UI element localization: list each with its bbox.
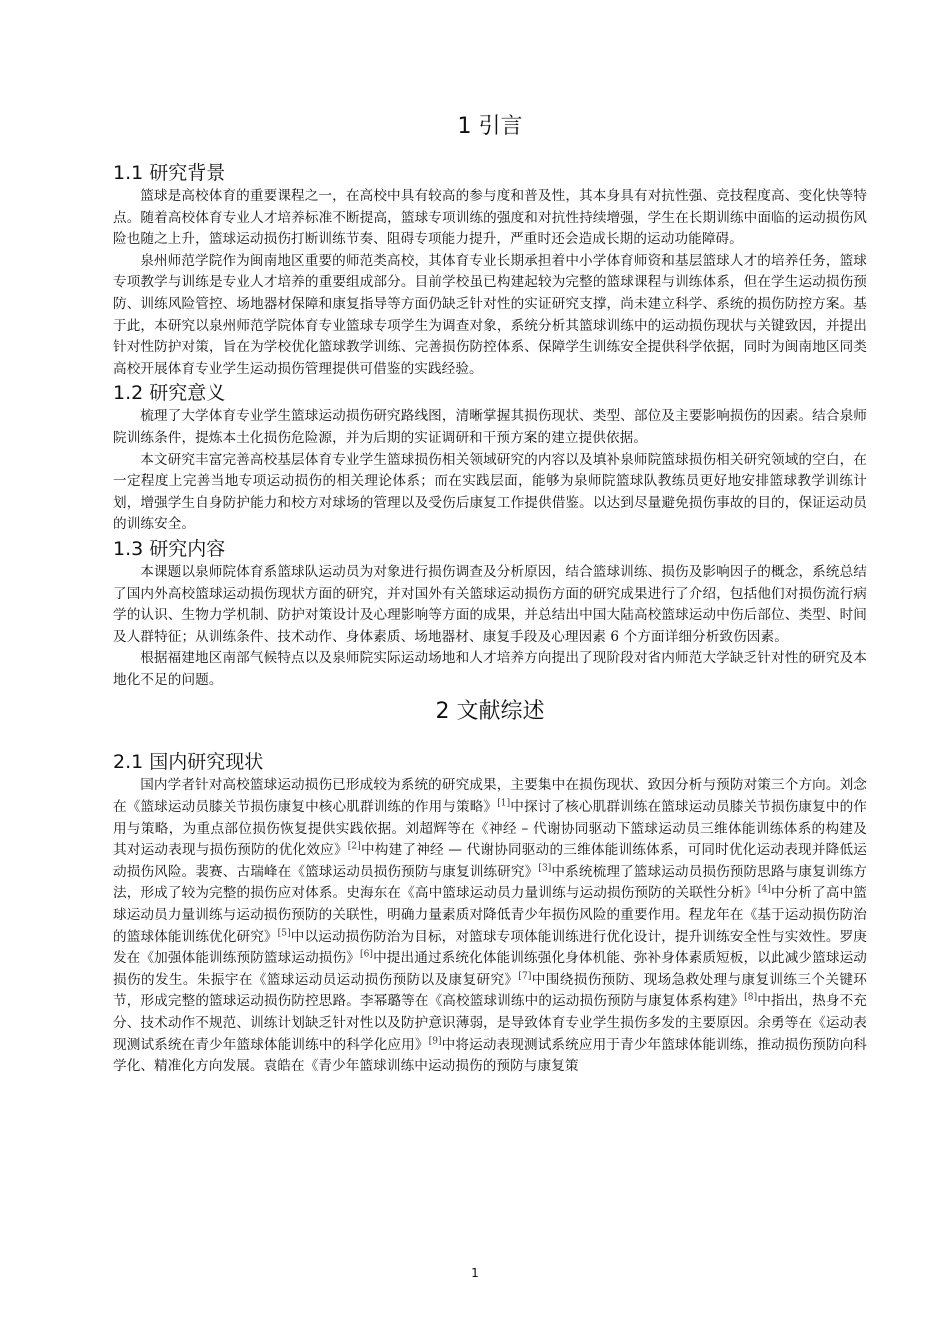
- section-1-3-heading: 1.3 研究内容: [113, 537, 226, 560]
- section-1-2-heading: 1.2 研究意义: [113, 382, 226, 405]
- text-segment: 中探讨了核心肌群训练在篮球运动员膝关节损伤康复中的作用与策略，为重点部位损伤恢复提供实践依据。刘超辉等在《神经 – 代谢协同驱动下篮球运动员三维体能训练体系的构建及其对运动表现与损伤预防的优化效应》: [113, 799, 867, 859]
- chapter-2-title: 2 文献综述: [435, 699, 545, 725]
- citation-ref: [8]: [744, 992, 758, 1003]
- paragraph: 根据福建地区南部气候特点以及泉师院实际运动场地和人才培养方向提出了现阶段对省内师范大学缺乏针对性的研究及本地化不足的问题。: [113, 650, 867, 688]
- text-segment: 国内学者针对高校篮球运动损伤已形成较为系统的研究成果，主要集中在损伤现状、致因分析与预防对策三个方向。刘念在《篮球运动员膝关节损伤康复中核心肌群训练的作用与策略》: [113, 777, 867, 816]
- citation-ref: [4]: [757, 884, 771, 895]
- page-number: 1: [471, 1266, 479, 1280]
- paragraph: 篮球是高校体育的重要课程之一，在高校中具有较高的参与度和普及性，其本身具有对抗性强、竞技程度高、变化快等特点。随着高校体育专业人才培养标准不断提高，篮球专项训练的强度和对抗性持续增强，学生在长期训练中面临的运动损伤风险也随之上升，篮球运动损伤打断训练节奏、阻碍专项能力提升，严重时还会造成长期的运动功能障碍。: [113, 188, 867, 248]
- paragraph: 本文研究丰富完善高校基层体育专业学生篮球损伤相关领域研究的内容以及填补泉师院篮球损伤相关研究领域的空白，在一定程度上完善当地专项运动损伤的相关理论体系；而在实践层面，能够为泉师院篮球队教练员更好地安排篮球教学训练计划，增强学生自身防护能力和校方对球场的管理以及受伤后康复工作提供借鉴。以达到尽量避免损伤事故的目的，保证运动员的训练安全。: [113, 451, 867, 533]
- text-segment: 中系统梳理了篮球运动员损伤预防思路与康复训练方法，形成了较为完整的损伤应对体系。史海东在《高中篮球运动员力量训练与运动损伤预防的关联性分析》: [113, 863, 867, 902]
- text-segment: 中指出，热身不充分、技术动作不规范、训练计划缺乏针对性以及防护意识薄弱，是导致体育专业学生损伤多发的主要原因。余勇等在《运动表现测试系统在青少年篮球体能训练中的科学化应用》: [113, 993, 867, 1053]
- chapter-1-title: 1 引言: [457, 114, 523, 139]
- text-segment: 中以运动损伤防治为目标，对篮球专项体能训练进行优化设计，提升训练安全性与实效性。罗庚发在《加强体能训练预防篮球运动损伤》: [113, 928, 867, 967]
- text-segment: 中分析了高中篮球运动员力量训练与运动损伤预防的关联性，明确力量素质对降低青少年损伤风险的重要作用。程龙年在《基于运动损伤防治的篮球体能训练优化研究》: [113, 885, 867, 945]
- citation-ref: [1]: [497, 798, 511, 809]
- section-1-1-heading: 1.1 研究背景: [113, 162, 226, 184]
- text-segment: 中构建了神经 — 代谢协同驱动的三维体能训练体系，可同时优化运动表现并降低运动损伤风险。裴赛、古瑞峰在《篮球运动员损伤预防与康复训练研究》: [113, 842, 867, 880]
- citation-ref: [7]: [518, 971, 532, 982]
- paragraph: 梳理了大学体育专业学生篮球运动损伤研究路线图，清晰掌握其损伤现状、类型、部位及主要影响损伤的因素。结合泉师院训练条件，提炼本土化损伤危险源，并为后期的实证调研和干预方案的建立提供依据。: [113, 408, 867, 446]
- citation-ref: [9]: [428, 1036, 442, 1047]
- text-segment: 中将运动表现测试系统应用于青少年篮球体能训练，推动损伤预防向科学化、精准化方向发展。袁皓在《青少年篮球训练中运动损伤的预防与康复策: [113, 1036, 867, 1075]
- citation-ref: [2]: [347, 841, 361, 852]
- citation-ref: [6]: [359, 949, 374, 960]
- section-2-1-heading: 2.1 国内研究现状: [113, 751, 264, 774]
- paragraph: 泉州师范学院作为闽南地区重要的师范类高校，其体育专业长期承担着中小学体育师资和基层篮球人才的培养任务，篮球专项教学与训练是专业人才培养的重要组成部分。目前学校虽已构建起较为完整的篮球课程与训练体系，但在学生运动损伤预防、训练风险管控、场地器材保障和康复指导等方面仍缺乏针对性的实证研究支撑，尚未建立科学、系统的损伤防控方案。基于此，本研究以泉州师范学院体育专业篮球专项学生为调查对象，系统分析其篮球训练中的运动损伤现状与关键致因，并提出针对性防护对策，旨在为学校优化篮球教学训练、完善损伤防控体系、保障学生训练安全提供科学依据，同时为闽南地区同类高校开展体育专业学生运动损伤管理提供可借鉴的实践经验。: [113, 252, 867, 377]
- text-segment: 中围绕损伤预防、现场急救处理与康复训练三个关键环节，形成完整的篮球运动损伤防控思路。李幂璐等在《高校篮球训练中的运动损伤预防与康复体系构建》: [113, 971, 867, 1010]
- paragraph: 本课题以泉师院体育系篮球队运动员为对象进行损伤调查及分析原因，结合篮球训练、损伤及影响因子的概念，系统总结了国内外高校篮球运动损伤现状方面的研究，并对国外有关篮球运动损伤方面的研究成果进行了介绍，包括他们对损伤流行病学的认识、生物力学机制、防护对策设计及心理影响等方面的成果，并总结出中国大陆高校篮球运动中伤后部位、类型、时间及人群特征；从训练条件、技术动作、身体素质、场地器材、康复手段及心理因素 6 个方面详细分析致伤因素。: [113, 563, 867, 645]
- citation-ref: [5]: [277, 928, 291, 939]
- citation-ref: [3]: [538, 863, 552, 874]
- page-content: [113, 112, 867, 1078]
- paragraph-with-citations: [113, 775, 867, 1077]
- text-segment: 中提出通过系统化体能训练强化身体机能、弥补身体素质短板，以此减少篮球运动损伤的发生。朱振宇在《篮球运动员运动损伤预防以及康复研究》: [113, 950, 867, 988]
